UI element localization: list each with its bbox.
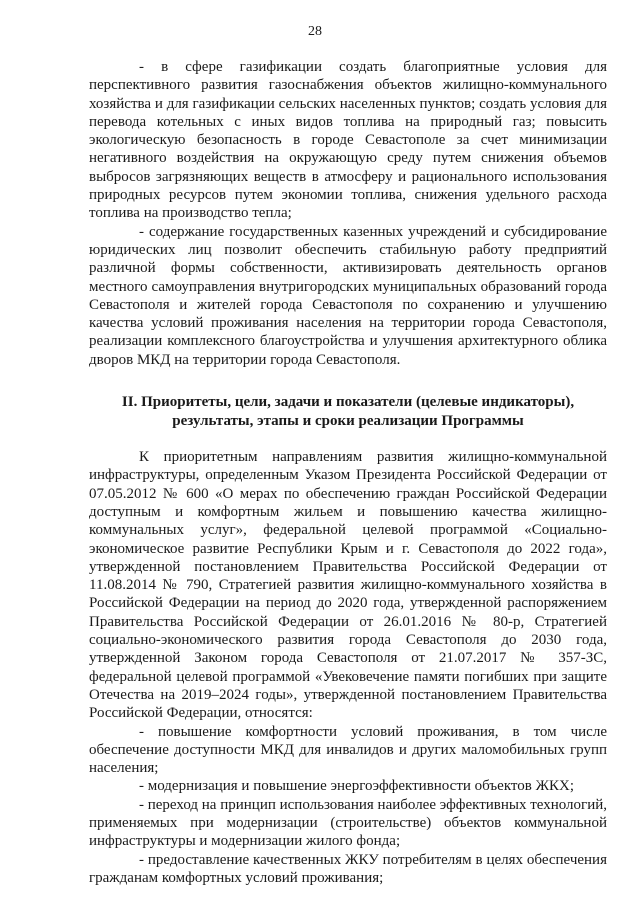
page-number: 28: [308, 24, 322, 39]
section-heading: [89, 393, 607, 430]
paragraph-priorities-intro: К приоритетным направлениям развития жилищно-коммунальной инфраструктуры, определенным Указом Президента Российской Федерации от 07.05.2012 № 600 «О мерах по обеспечению граждан Российской Федерации доступным и комфортным жильем и повышению качества жилищно-коммунальных услуг», федеральной целевой программой «Социально-экономическое развитие Республики Крым и г. Севастополя до 2022 года», утвержденной постановлением Правительства Российской Федерации от 11.08.2014 № 790, Стратегией развития жилищно-коммунального хозяйства в Российской Федерации на период до 2020 года, утвержденной распоряжением Правительства Российской Федерации от 26.01.2016 № 80-р, Стратегией социально-экономического развития города Севастополя до 2030 года, утвержденной Законом города Севастополя от 21.07.2017 № 357-ЗС, федеральной целевой программой «Увековечение памяти погибших при защите Отечества на 2019–2024 годы», утвержденной постановлением Правительства Российской Федерации, относятся:: [89, 449, 607, 722]
list-item-quality-services: - предоставление качественных ЖКУ потребителям в целях обеспечения гражданам комфортных условий проживания;: [89, 851, 607, 886]
section-heading-line-2: результаты, этапы и сроки реализации Программы: [172, 412, 524, 429]
list-item-technologies: - переход на принцип использования наиболее эффективных технологий, применяемых при модернизации (строительстве) объектов коммунальной инфраструктуры и модернизации жилого фонда;: [89, 796, 607, 850]
list-item-modernization: - модернизация и повышение энергоэффективности объектов ЖКХ;: [139, 778, 575, 795]
document-body: [89, 58, 607, 887]
section-heading-line-1: II. Приоритеты, цели, задачи и показатели (целевые индикаторы),: [121, 394, 575, 411]
list-item-comfort: - повышение комфортности условий проживания, в том числе обеспечение доступности МКД для инвалидов и других маломобильных групп населения;: [89, 723, 607, 777]
paragraph-institutions: - содержание государственных казенных учреждений и субсидирование юридических лиц позволит обеспечить стабильную работу предприятий различной формы собственности, активизировать деятельность органов местного самоуправления внутригородских муниципальных образований города Севастополя и жителей города Севастополя по сохранению и улучшению качества условий проживания населения на территории города Севастополя, реализации комплексного благоустройства и улучшения архитектурного облика дворов МКД на территории города Севастополя.: [89, 223, 607, 368]
paragraph-gasification: - в сфере газификации создать благоприятные условия для перспективного развития газоснабжения объектов жилищно-коммунального хозяйства и для газификации сельских населенных пунктов; создать условия для перевода котельных с иных видов топлива на природный газ; повысить экологическую безопасность в городе Севастополе за счет минимизации негативного воздействия на окружающую среду путем снижения объемов выбросов загрязняющих веществ в атмосферу и рационального использования природных ресурсов путем экономии топлива, снижения удельного расхода топлива на производство тепла;: [89, 59, 607, 222]
